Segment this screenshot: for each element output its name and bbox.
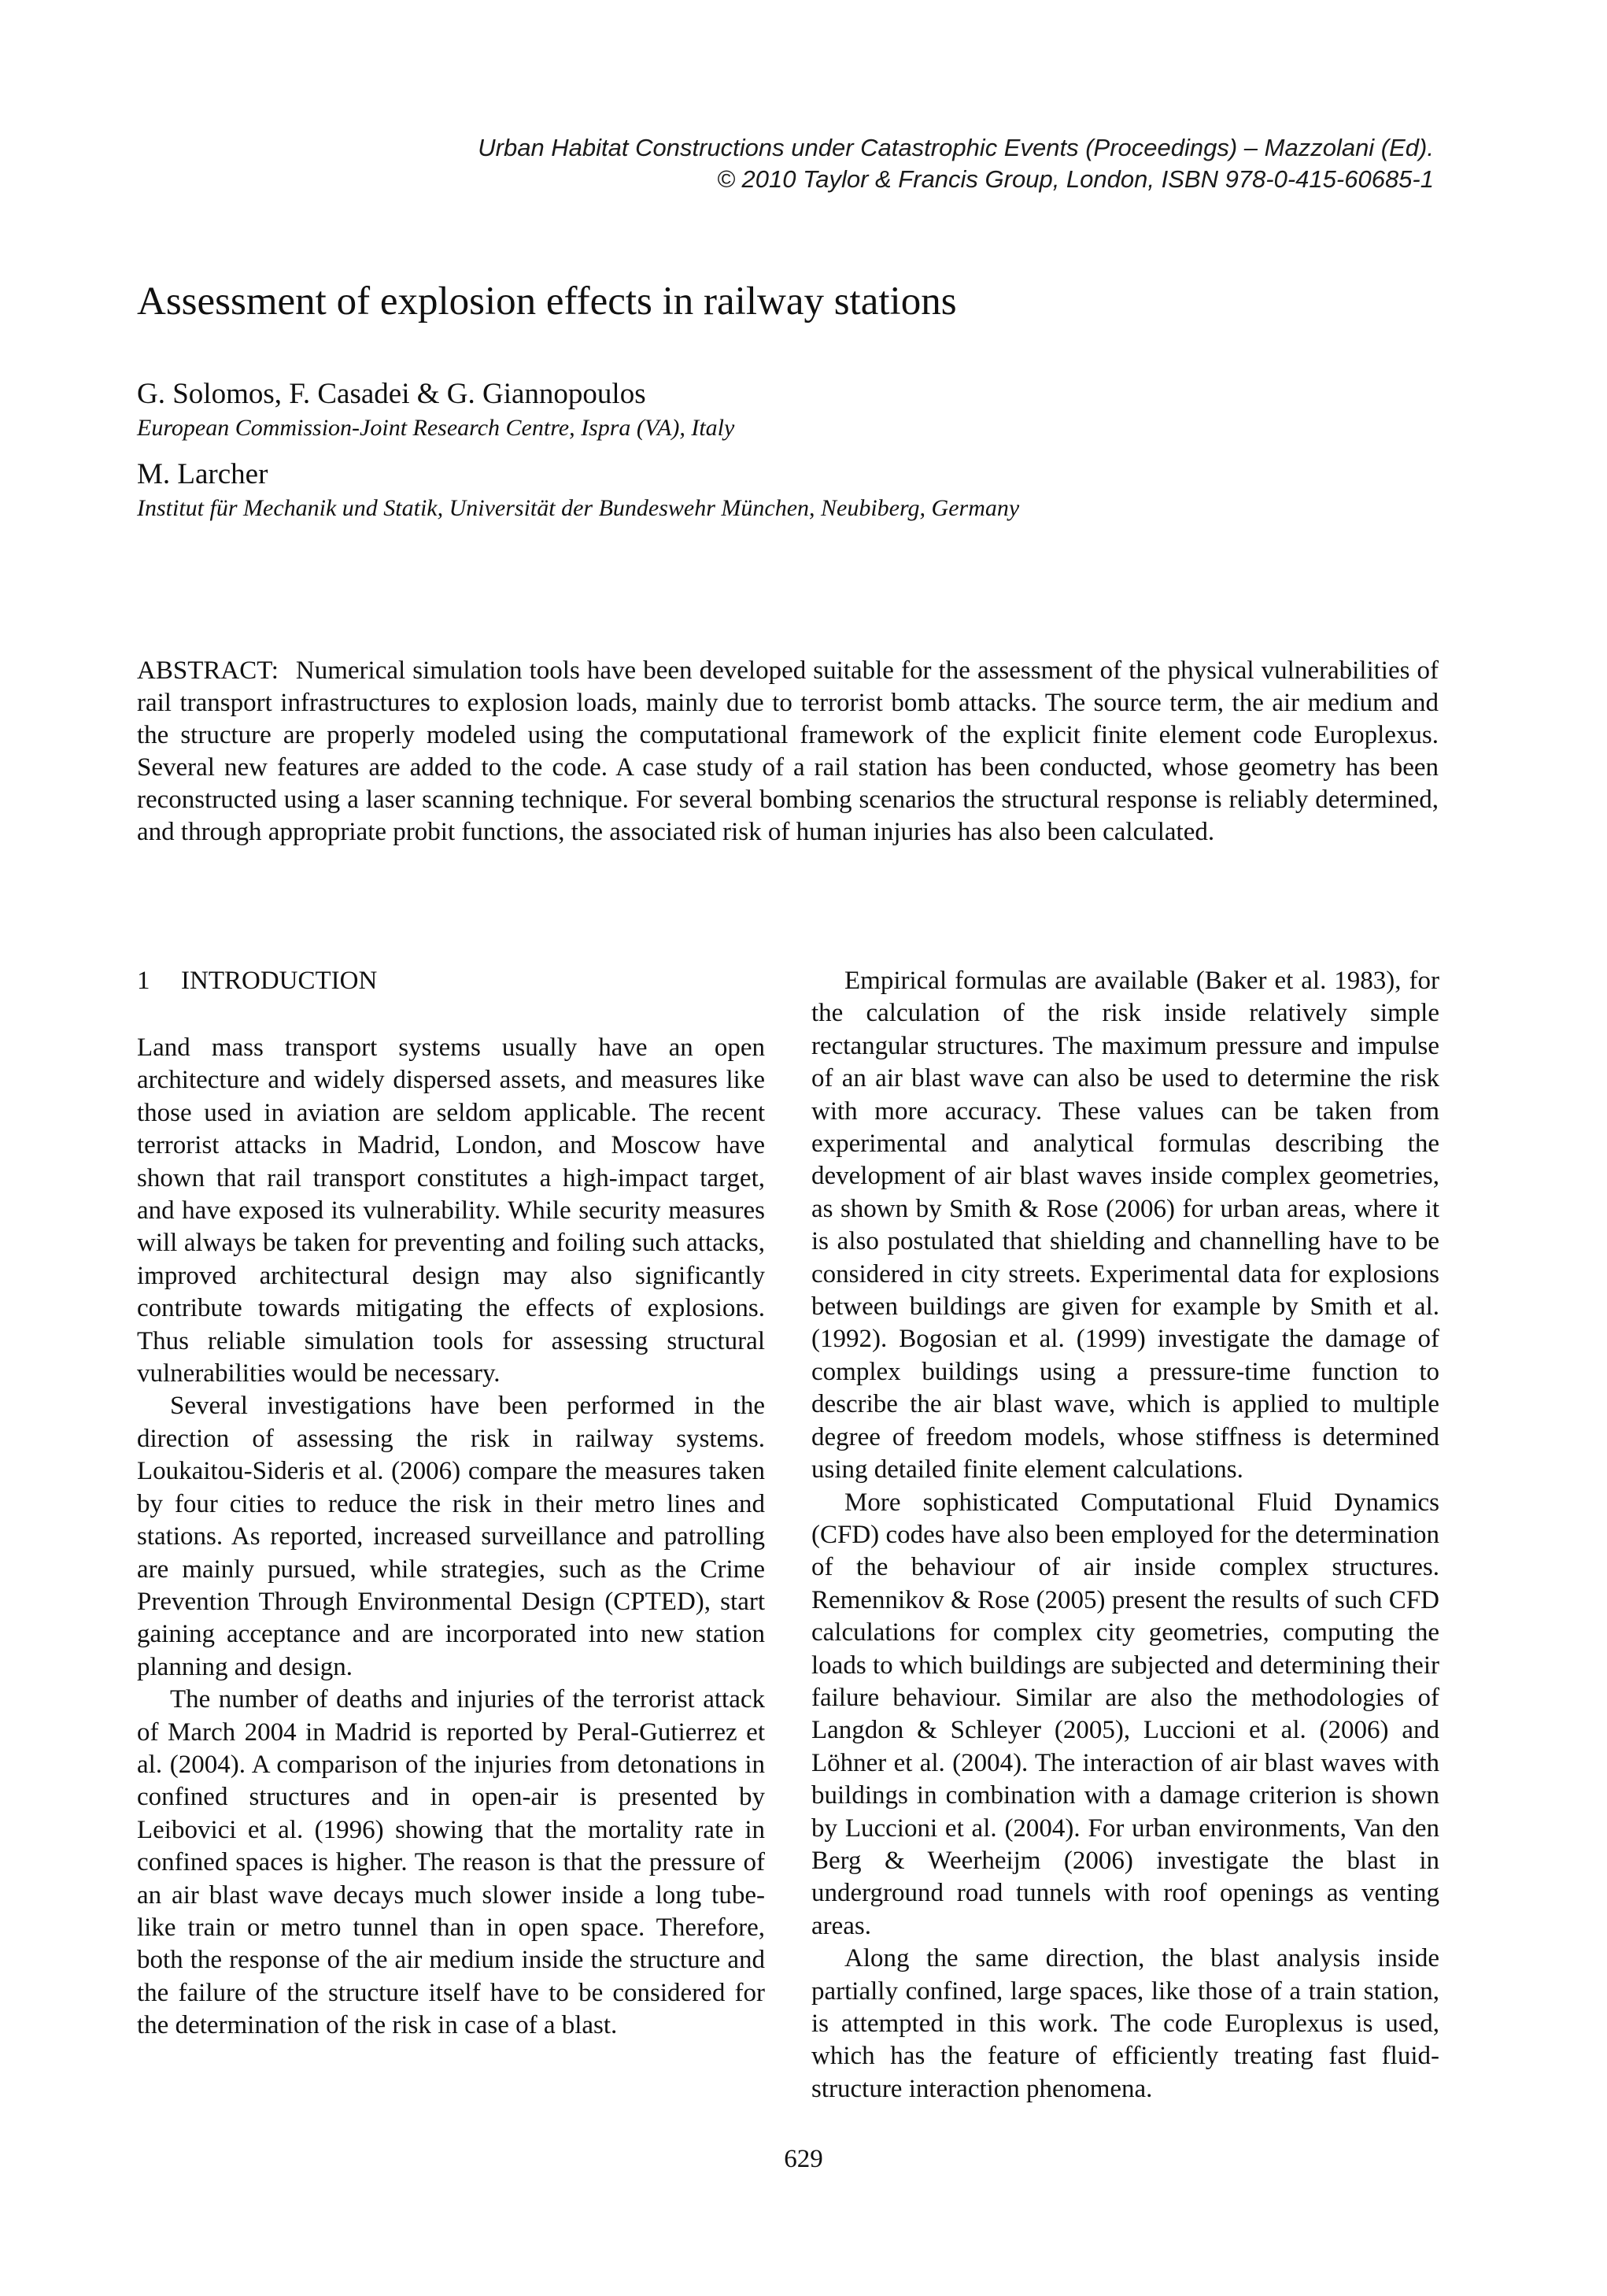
paragraph: Several investigations have been performed in the direction of assessing the risk in railway systems. Loukaitou-Sideris et al. (2006) compare the measures taken by four cities to reduce the risk in their metro lines and stations. As reported, increased surveillance and patrolling are mainly pursued, while strategies, such as the Crime Prevention Through Environmental Design (CPTED), start gaining acceptance and are incorporated into new station planning and design.	[137, 1392, 765, 1681]
author-block	[137, 376, 1019, 537]
page-number: 629	[784, 2145, 823, 2173]
paper-title: Assessment of explosion effects in railway stations	[137, 279, 957, 324]
abstract-label: ABSTRACT:	[137, 656, 279, 685]
author-affiliation: European Commission-Joint Research Centre, Ispra (VA), Italy	[137, 415, 735, 441]
paragraph: Land mass transport systems usually have an open architecture and widely dispersed assets, and measures like those used in aviation are seldom applicable. The recent terrorist attacks in Madrid, London, and Moscow have shown that rail transport constitutes a high-impact target, and have exposed its vulnerability. While security measures will always be taken for preventing and foiling such attacks, improved architectural design may also significantly contribute towards mitigating the effects of explosions. Thus reliable simulation tools for assessing structural vulnerabilities would be necessary.	[137, 1033, 765, 1388]
paragraph: More sophisticated Computational Fluid Dynamics (CFD) codes have also been employed for the determination of the behaviour of air inside complex structures. Remennikov & Rose (2005) present the results of such CFD calculations for complex city geometries, computing the loads to which buildings are subjected and determining their failure behaviour. Similar are also the methodologies of Langdon & Schleyer (2005), Luccioni et al. (2006) and Löhner et al. (2004). The interaction of air blast waves with buildings in combination with a damage criterion is shown by Luccioni et al. (2004). For urban environments, Van den Berg & Weerheijm (2006) investigate the blast in underground road tunnels with roof openings as venting areas.	[811, 1488, 1439, 1940]
author-names: M. Larcher	[137, 458, 268, 490]
author-affiliation: Institut für Mechanik und Statik, Universität der Bundeswehr München, Neubiberg, Germany	[137, 495, 1020, 521]
author-group-2	[137, 457, 1019, 524]
abstract-text: Numerical simulation tools have been developed suitable for the assessment of the physical vulnerabilities of rail transport infrastructures to explosion loads, mainly due to terrorist bomb attacks. The source term, the air medium and the structure are properly modeled using the computational framework of the explicit finite element code Europlexus. Several new features are added to the code. A case study of a rail station has been conducted, whose geometry has been reconstructed using a laser scanning technique. For several bombing scenarios the structural response is reliably determined, and through appropriate probit functions, the associated risk of human injuries has also been calculated.	[137, 656, 1439, 846]
section-title: INTRODUCTION	[181, 967, 378, 995]
right-column	[811, 965, 1439, 2106]
author-group-1	[137, 376, 1019, 444]
left-column	[137, 965, 765, 2043]
section-heading	[137, 965, 765, 997]
proceedings-line-2: © 2010 Taylor & Francis Group, London, ISBN 978-0-415-60685-1	[717, 165, 1434, 193]
paragraph: Along the same direction, the blast analysis inside partially confined, large spaces, like those of a train station, is attempted in this work. The code Europlexus is used, which has the feature of efficiently treating fast fluid-structure interaction phenomena.	[811, 1944, 1439, 2103]
section-number: 1	[137, 967, 150, 995]
proceedings-header	[478, 132, 1434, 195]
proceedings-line-1: Urban Habitat Constructions under Catastrophic Events (Proceedings) – Mazzolani (Ed).	[478, 134, 1434, 161]
author-names: G. Solomos, F. Casadei & G. Giannopoulos	[137, 378, 646, 410]
abstract	[137, 655, 1439, 849]
paragraph: Empirical formulas are available (Baker et al. 1983), for the calculation of the risk inside relatively simple rectangular structures. The maximum pressure and impulse of an air blast wave can also be used to determine the risk with more accuracy. These values can be taken from experimental and analytical formulas describing the development of air blast waves inside complex geometries, as shown by Smith & Rose (2006) for urban areas, where it is also postulated that shielding and channelling have to be considered in city streets. Experimental data for explosions between buildings are given for example by Smith et al. (1992). Bogosian et al. (1999) investigate the damage of complex buildings using a pressure-time function to describe the air blast wave, which is applied to multiple degree of freedom models, whose stiffness is determined using detailed finite element calculations.	[811, 967, 1439, 1484]
paragraph: The number of deaths and injuries of the terrorist attack of March 2004 in Madrid is reported by Peral-Gutierrez et al. (2004). A comparison of the injuries from detonations in confined structures and in open-air is presented by Leibovici et al. (1996) showing that the mortality rate in confined spaces is higher. The reason is that the pressure of an air blast wave decays much slower inside a long tube-like train or metro tunnel than in open space. Therefore, both the response of the air medium inside the structure and the failure of the structure itself have to be considered for the determination of the risk in case of a blast.	[137, 1685, 765, 2040]
